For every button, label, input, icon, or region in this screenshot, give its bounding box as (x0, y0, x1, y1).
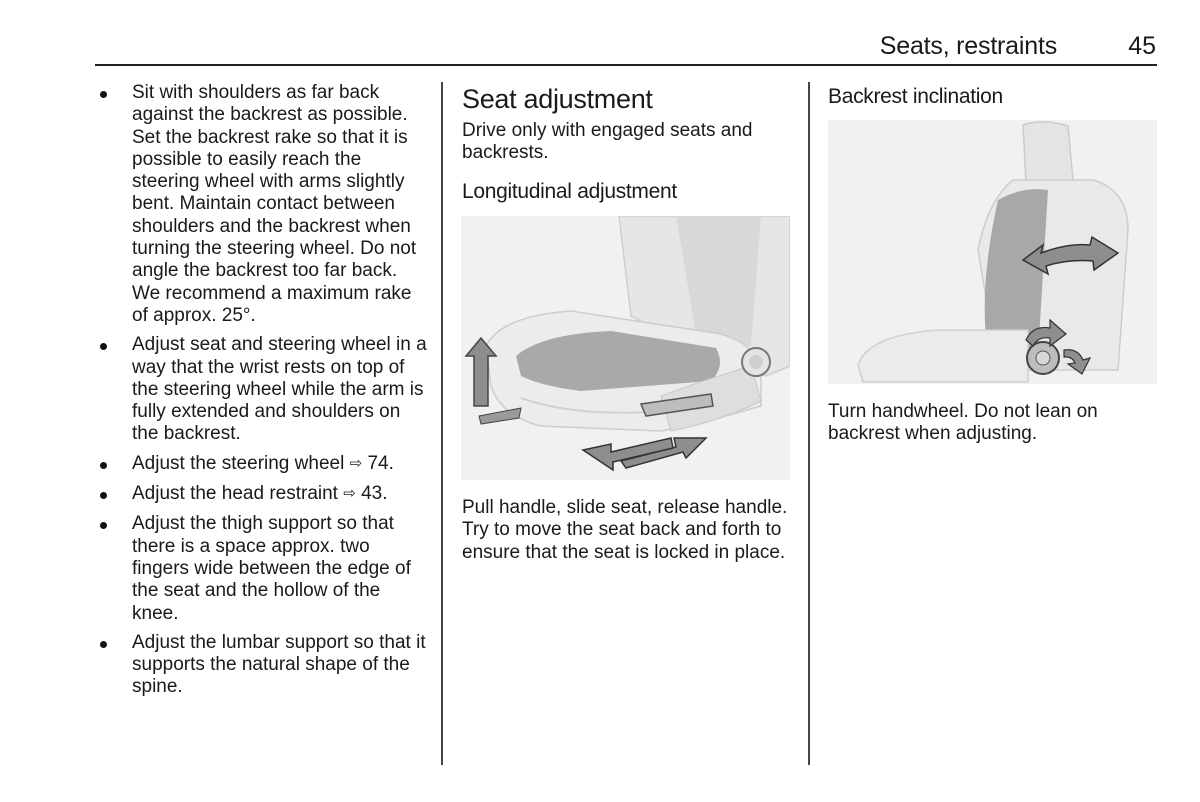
bullet-icon (100, 641, 107, 648)
backrest-inclination-heading: Backrest inclination (828, 85, 1003, 108)
bullet-icon (100, 343, 107, 350)
list-item: Sit with shoulders as far back against the backrest as possible. Set the backrest rake so that it is possible to easily reach the steering wheel with arms slightly bent. Maintain contact between shoulders and the backrest when turning the steering wheel. Do not angle the backrest too far back. We recommend a maximum rake of approx. 25°. (100, 82, 428, 327)
seat-adjustment-heading: Seat adjustment (462, 84, 653, 114)
backrest-inclination-caption-block (828, 401, 1158, 446)
bullet-icon (100, 492, 107, 499)
list-item: Adjust seat and steering wheel in a way that the wrist rests on top of the steering wheel while the arm is fully extended and shoulders on the backrest. (100, 334, 428, 445)
longitudinal-adjustment-caption-block (462, 497, 792, 564)
column-divider-2 (808, 82, 810, 765)
page-reference-link[interactable]: 74. (367, 452, 394, 474)
column-2 (462, 82, 792, 205)
adjustment-bullet-list (100, 82, 428, 699)
section-title: Seats, restraints (879, 32, 1057, 60)
list-item: Adjust the steering wheel ⇨ 74. (100, 453, 428, 476)
list-item: Adjust the lumbar support so that it supports the natural shape of the spine. (100, 632, 428, 699)
backrest-inclination-caption: Turn handwheel. Do not lean on backrest when adjusting. (828, 401, 1098, 445)
column-3 (828, 82, 1158, 110)
column-1 (100, 82, 428, 706)
list-item: Adjust the head restraint ⇨ 43. (100, 483, 428, 506)
longitudinal-adjustment-caption: Pull handle, slide seat, release handle. Try to move the seat back and forth to ensure that the seat is locked in place. (462, 497, 788, 563)
page-reference-link[interactable]: 43. (361, 483, 388, 505)
seat-longitudinal-adjustment-illustration-icon (461, 216, 790, 480)
page-reference-arrow-icon: ⇨ (343, 485, 356, 503)
backrest-inclination-illustration-icon (828, 120, 1157, 384)
bullet-icon (100, 522, 107, 529)
seat-adjustment-intro: Drive only with engaged seats and backrests. (462, 120, 753, 164)
bullet-icon (100, 462, 107, 469)
header-rule (95, 64, 1157, 66)
list-item: Adjust the thigh support so that there is a space approx. two fingers wide between the edge of the seat and the hollow of the knee. (100, 513, 428, 624)
longitudinal-adjustment-heading: Longitudinal adjustment (462, 179, 677, 203)
column-divider-1 (441, 82, 443, 765)
bullet-icon (100, 91, 107, 98)
page-number: 45 (1128, 32, 1156, 60)
page-reference-arrow-icon: ⇨ (349, 454, 363, 472)
